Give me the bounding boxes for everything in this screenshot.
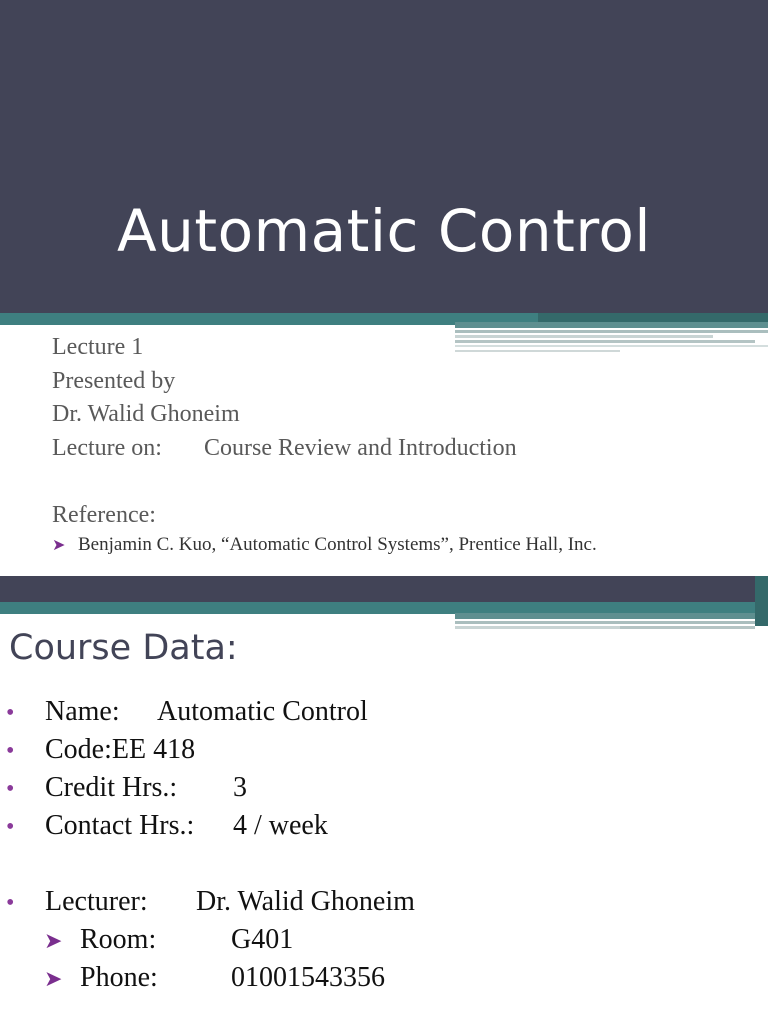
slide-title: Automatic Control — [116, 197, 652, 265]
lecturer-value: Dr. Walid Ghoneim — [196, 886, 415, 917]
bullet-dot-icon: • — [6, 890, 15, 916]
reference-label: Reference: — [52, 502, 156, 528]
accent-line-5 — [455, 345, 768, 347]
bullet-contact — [4, 808, 328, 845]
credit-label: Credit Hrs.: — [45, 772, 178, 803]
title-band — [0, 0, 768, 313]
room-label: Room: — [80, 924, 157, 955]
accent-line-1 — [455, 322, 768, 328]
accent-line-4 — [455, 340, 755, 343]
arrow-bullet-icon: ➤ — [44, 966, 63, 991]
bullet-dot-icon: • — [6, 738, 15, 764]
reference-text: Benjamin C. Kuo, “Automatic Control Systems”, Prentice Hall, Inc. — [78, 534, 597, 555]
bullet-name — [4, 694, 368, 731]
lecture-number: Lecture 1 — [52, 334, 144, 360]
code-value: Code:EE 418 — [45, 734, 196, 765]
presenter-name: Dr. Walid Ghoneim — [52, 401, 240, 427]
name-label: Name: — [45, 696, 120, 727]
course-data-heading: Course Data: — [9, 628, 238, 668]
sub-bullet-phone — [44, 960, 385, 997]
contact-value: 4 / week — [233, 810, 328, 841]
room-value: G401 — [231, 924, 294, 955]
accent-line-1 — [455, 613, 755, 619]
arrow-bullet-icon: ➤ — [44, 928, 63, 953]
name-value: Automatic Control — [157, 696, 368, 727]
header-band — [0, 576, 768, 602]
phone-label: Phone: — [80, 962, 158, 993]
phone-value: 01001543356 — [231, 962, 385, 993]
accent-line-2 — [455, 330, 768, 333]
lecture-on-value: Course Review and Introduction — [204, 435, 517, 461]
accent-line-2 — [455, 621, 755, 624]
presented-by: Presented by — [52, 368, 176, 394]
course-data-slide — [0, 576, 768, 1024]
bullet-lecturer — [4, 884, 415, 921]
bullet-dot-icon: • — [6, 700, 15, 726]
sub-bullet-room — [44, 922, 293, 959]
lecture-on — [52, 433, 517, 463]
bullet-code — [4, 732, 195, 769]
bullet-dot-icon: • — [6, 814, 15, 840]
accent-line-6 — [455, 350, 620, 352]
accent-line-4 — [620, 626, 755, 629]
bullet-credit — [4, 770, 247, 807]
bullet-dot-icon: • — [6, 776, 15, 802]
reference-item — [52, 531, 597, 560]
accent-line-3 — [455, 335, 713, 338]
accent-bar-dark — [755, 576, 768, 626]
lecturer-label: Lecturer: — [45, 886, 148, 917]
credit-value: 3 — [233, 772, 247, 803]
lecture-on-label: Lecture on: — [52, 435, 162, 461]
contact-label: Contact Hrs.: — [45, 810, 195, 841]
arrow-bullet-icon: ➤ — [52, 537, 66, 554]
